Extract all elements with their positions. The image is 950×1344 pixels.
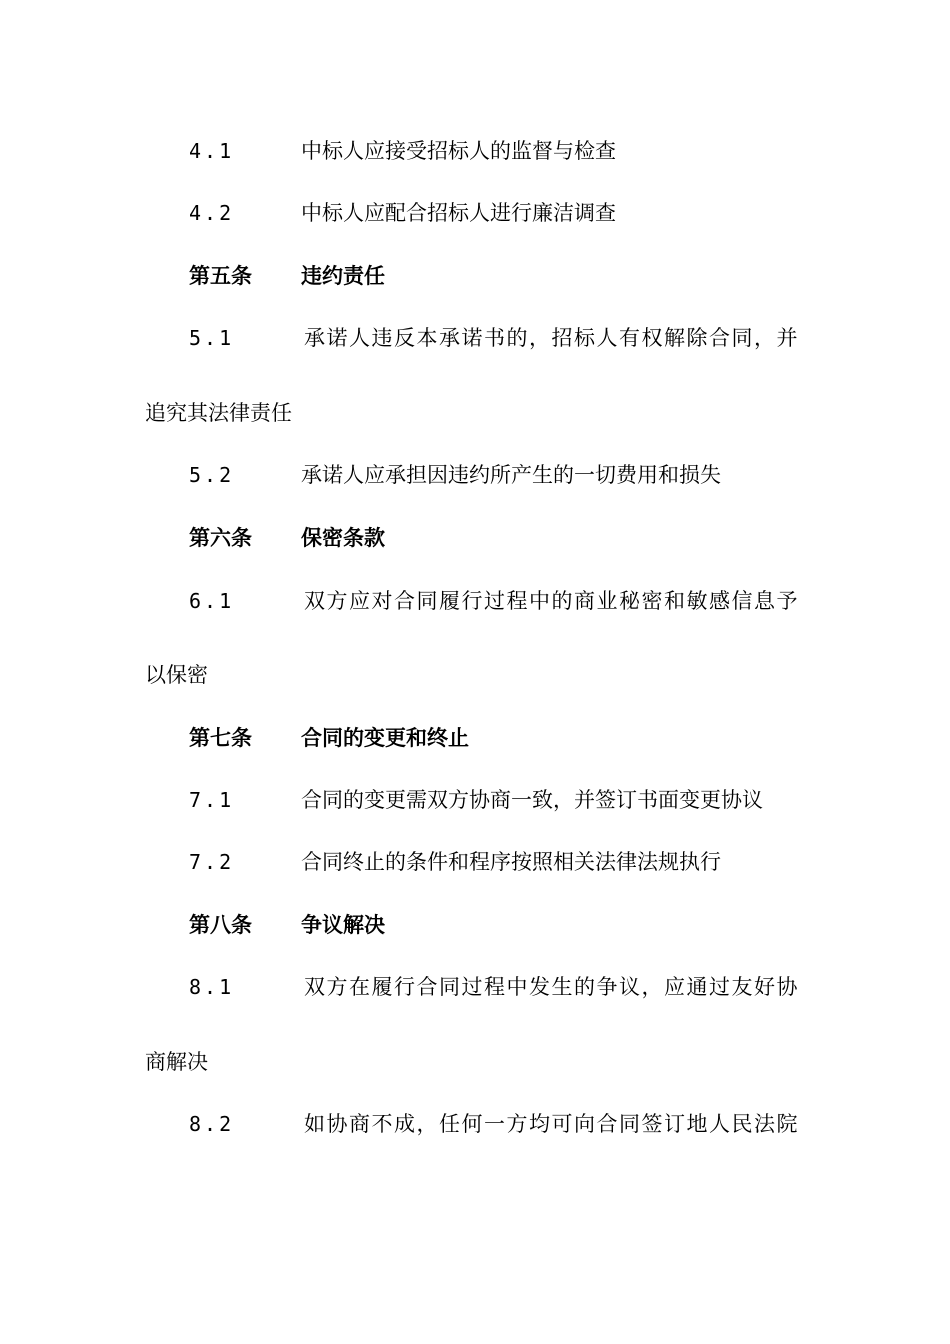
clause-number: 6.1 (189, 589, 235, 613)
article-title: 违约责任 (301, 264, 385, 288)
article-title: 保密条款 (301, 526, 385, 550)
clause-number: 8.2 (189, 1112, 235, 1136)
clause-text: 承诺人应承担因违约所产生的一切费用和损失 (301, 463, 721, 487)
clause-number: 7.2 (189, 850, 235, 874)
article-number: 第八条 (189, 913, 252, 937)
clause-number: 4.1 (189, 139, 235, 163)
clause-text: 中标人应接受招标人的监督与检查 (301, 139, 616, 163)
clause-text: 合同终止的条件和程序按照相关法律法规执行 (301, 850, 721, 874)
article-number: 第七条 (189, 726, 252, 750)
clause-text: 双方在履行合同过程中发生的争议，应通过友好协 (304, 975, 799, 999)
clause-number: 8.1 (189, 975, 235, 999)
clause-text: 中标人应配合招标人进行廉洁调查 (301, 201, 616, 225)
clause-number: 7.1 (189, 788, 235, 812)
article-number: 第六条 (189, 526, 252, 550)
clause-text-continuation: 追究其法律责任 (145, 401, 292, 425)
clause-number: 4.2 (189, 201, 235, 225)
article-title: 争议解决 (301, 913, 385, 937)
clause-text: 双方应对合同履行过程中的商业秘密和敏感信息予 (304, 589, 799, 613)
clause-number: 5.2 (189, 463, 235, 487)
clause-text-continuation: 以保密 (145, 663, 208, 687)
clause-text: 合同的变更需双方协商一致，并签订书面变更协议 (301, 788, 763, 812)
clause-text: 承诺人违反本承诺书的，招标人有权解除合同，并 (304, 326, 799, 350)
clause-number: 5.1 (189, 326, 235, 350)
clause-text-continuation: 商解决 (145, 1050, 208, 1074)
article-number: 第五条 (189, 264, 252, 288)
article-title: 合同的变更和终止 (301, 726, 469, 750)
clause-text: 如协商不成，任何一方均可向合同签订地人民法院 (304, 1112, 799, 1136)
